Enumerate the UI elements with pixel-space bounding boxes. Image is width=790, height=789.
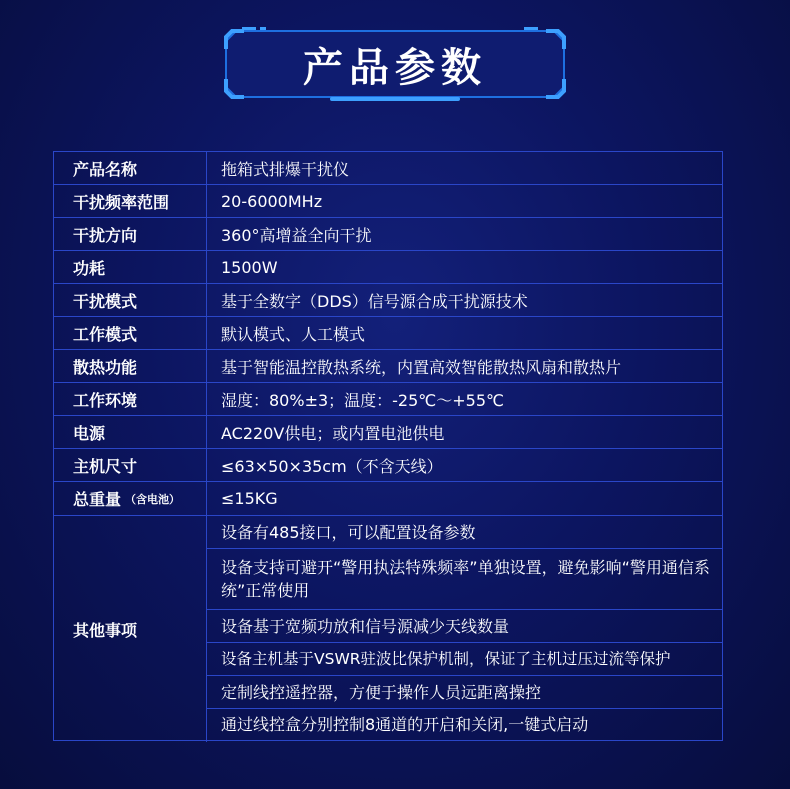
spec-value: 默认模式、人工模式 [221,324,366,344]
other-item: 通过线控盒分别控制8通道的开启和关闭,一键式启动 [221,715,589,734]
spec-row [54,383,722,416]
spec-label: 功耗 [54,251,207,283]
spec-value: 基于智能温控散热系统，内置高效智能散热风扇和散热片 [221,357,622,377]
spec-value: 1500W [221,257,278,277]
other-item: 定制线控遥控器，方便于操作人员远距离操控 [207,676,722,709]
title-banner [222,27,568,101]
spec-value: 拖箱式排爆干扰仪 [221,159,350,179]
spec-label: 电源 [54,416,207,448]
spec-label-weight [54,482,207,515]
page-title: 产品参数 [303,44,487,91]
spec-value: 基于全数字（DDS）信号源合成干扰源技术 [221,291,528,311]
spec-value: AC220V供电；或内置电池供电 [221,423,445,443]
spec-row [54,152,722,185]
spec-label-note: （含电池） [125,492,181,506]
spec-value: 20-6000MHz [221,191,323,211]
spec-label: 工作模式 [54,317,207,349]
spec-row [54,185,722,218]
spec-label: 干扰模式 [54,284,207,316]
spec-value: 湿度：80%±3；温度：-25℃～+55℃ [221,390,504,410]
spec-table [53,151,723,741]
spec-row [54,482,722,516]
spec-row [54,251,722,284]
other-item: 设备基于宽频功放和信号源减少天线数量 [207,610,722,643]
spec-label: 干扰频率范围 [54,185,207,217]
spec-value: ≤63×50×35cm（不含天线） [221,456,443,476]
spec-label: 散热功能 [54,350,207,382]
other-label: 其他事项 [54,516,207,742]
spec-row [54,449,722,482]
spec-row [54,416,722,449]
spec-label: 干扰方向 [54,218,207,250]
other-item: 设备有485接口，可以配置设备参数 [207,516,722,549]
other-item: 设备支持可避开“警用执法特殊频率”单独设置，避免影响“警用通信系统”正常使用 [207,549,722,610]
spec-label: 产品名称 [54,152,207,184]
spec-label: 工作环境 [54,383,207,415]
spec-row [54,218,722,251]
spec-row [54,317,722,350]
spec-row [54,350,722,383]
other-item: 设备主机基于VSWR驻波比保护机制，保证了主机过压过流等保护 [207,643,722,676]
spec-value: 360°高增益全向干扰 [221,225,372,245]
spec-row [54,284,722,317]
spec-value: ≤15KG [221,489,278,508]
spec-label-text: 总重量 [73,490,122,509]
spec-label: 主机尺寸 [54,449,207,481]
